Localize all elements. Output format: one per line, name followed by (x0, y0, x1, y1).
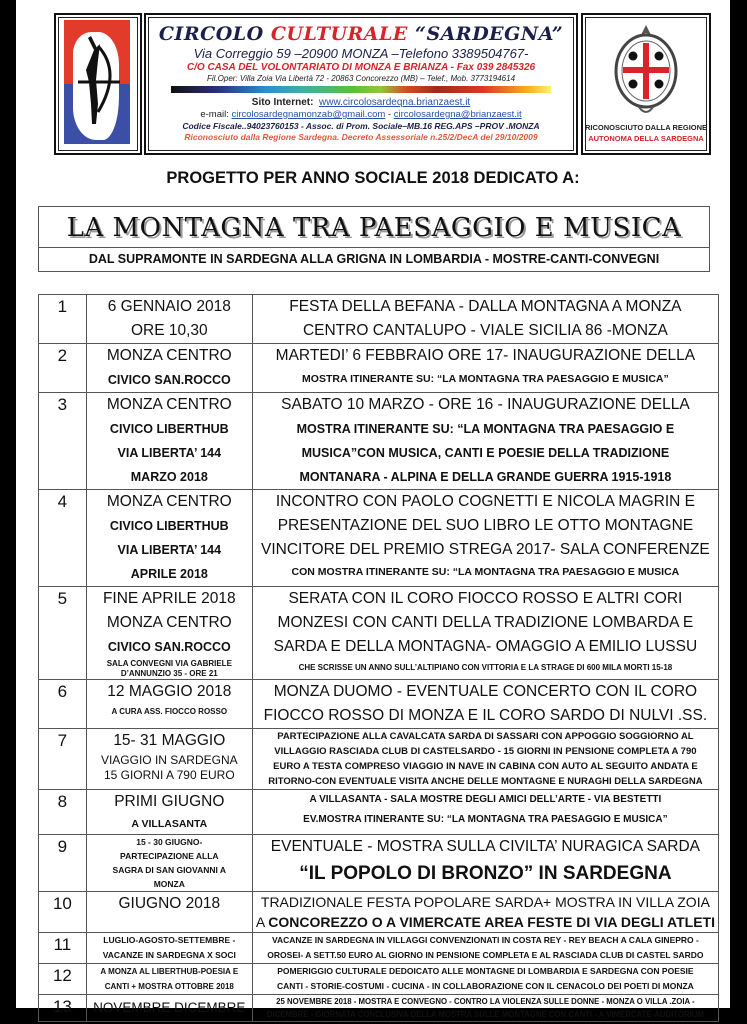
row-when: MONZA CENTRO CIVICO LIBERTHUB VIA LIBERTA’ 144 APRILE 2018 (86, 490, 252, 587)
row-number: 2 (39, 344, 87, 393)
address-line: Via Correggio 59 –20900 MONZA –Telefono 3389504767- (193, 46, 529, 61)
fiscal-code-line: Codice Fiscale..94023760153 - Assoc. di Prom. Sociale–MB.16 REG.APS –PROV .MONZA (182, 121, 540, 131)
rainbow-divider (171, 86, 551, 93)
table-row (39, 964, 719, 995)
website-label: Sito Internet: (251, 97, 314, 108)
row-number: 1 (39, 295, 87, 344)
letterhead (54, 13, 730, 155)
row-what: POMERIGGIO CULTURALE DEDOICATO ALLE MONTAGNE DI LOMBARDIA E SARDEGNA CON POESIE CANTI - STORIE-COSTUMI - CUCINA - IN COLLABORAZIONE CON IL CENACOLO DEI POETI DI MONZA (252, 964, 718, 995)
row-what: VACANZE IN SARDEGNA IN VILLAGGI CONVENZIONATI IN COSTA REY - REY BEACH A CALA GINEPRO - OROSEI- A SETT.50 EURO AL GIORNO IN PENSIONE COMPLETA E AL RASCIADA CLUB DI CASTEL SARDO (252, 933, 718, 964)
row-number: 9 (39, 835, 87, 892)
email-link-1[interactable]: circolosardegnamonzab@gmail.com (231, 109, 386, 120)
table-row (39, 835, 719, 892)
website-line (146, 97, 576, 108)
project-title-box (38, 206, 710, 272)
row-what: TRADIZIONALE FESTA POPOLARE SARDA+ MOSTRA IN VILLA ZOIA A CONCOREZZO O A VIMERCATE AREA FESTE DI VIA DEGLI ATLETI (252, 892, 718, 933)
region-seal-box (581, 13, 711, 155)
project-title: LA MONTAGNA TRA PAESAGGIO E MUSICA (39, 207, 709, 248)
recognition-line: Riconosciuto dalla Regione Sardegna. Decreto Assessoriale n.25/2/DecA del 29/10/2009 (184, 132, 538, 142)
row-what: FESTA DELLA BEFANA - DALLA MONTAGNA A MONZA CENTRO CANTALUPO - VIALE SICILIA 86 -MONZA (252, 295, 718, 344)
row-when: PRIMI GIUGNO A VILLASANTA (86, 790, 252, 835)
row-when: GIUGNO 2018 (86, 892, 252, 933)
row-what: MARTEDI’ 6 FEBBRAIO ORE 17- INAUGURAZIONE DELLA MOSTRA ITINERANTE SU: “LA MONTAGNA TRA PAESAGGIO E MUSICA” (252, 344, 718, 393)
seal-caption-1: RICONOSCIUTO DALLA REGIONE (584, 123, 708, 132)
row-when: A MONZA AL LIBERTHUB-POESIA E CANTI + MOSTRA OTTOBRE 2018 (86, 964, 252, 995)
row-when: LUGLIO-AGOSTO-SETTEMBRE - VACANZE IN SARDEGNA X SOCI (86, 933, 252, 964)
row-when: 6 GENNAIO 2018 ORE 10,30 (86, 295, 252, 344)
row-what: A VILLASANTA - SALA MOSTRE DEGLI AMICI DELL’ARTE - VIA BESTETTI EV.MOSTRA ITINERANTE SU: “LA MONTAGNA TRA PAESAGGIO E MUSICA” (252, 790, 718, 835)
email-label: e-mail: (200, 109, 229, 120)
project-heading: PROGETTO PER ANNO SOCIALE 2018 DEDICATO A: (166, 169, 580, 187)
table-row (39, 680, 719, 729)
table-row (39, 892, 719, 933)
table-row (39, 995, 719, 1022)
row-when: NOVEMBRE DICEMBRE (86, 995, 252, 1022)
table-row (39, 295, 719, 344)
row-when: FINE APRILE 2018 MONZA CENTRO CIVICO SAN.ROCCO SALA CONVEGNI VIA GABRIELE D’ANNUNZIO 35 - ORE 21 (86, 587, 252, 680)
row-number: 12 (39, 964, 87, 995)
row-what: 25 NOVEMBRE 2018 - MOSTRA E CONVEGNO - CONTRO LA VIOLENZA SULLE DONNE - MONZA O VILLA .ZOIA - DICEMBRE - GIORNATA CONCLUSIVA DELLA MOSTRA SULLE MONTAGNE CON CANTI - A VIMERCATE-AUDITORIUM (252, 995, 718, 1022)
sardinia-coat-of-arms-icon (611, 21, 681, 119)
row-when: MONZA CENTRO CIVICO LIBERTHUB VIA LIBERTA’ 144 MARZO 2018 (86, 393, 252, 490)
care-of-line: C/O CASA DEL VOLONTARIATO DI MONZA E BRIANZA - Fax 039 2845326 (186, 62, 536, 73)
table-row (39, 587, 719, 680)
row-what: EVENTUALE - MOSTRA SULLA CIVILTA’ NURAGICA SARDA “IL POPOLO DI BRONZO” IN SARDEGNA (252, 835, 718, 892)
row-number: 11 (39, 933, 87, 964)
row-what: MONZA DUOMO - EVENTUALE CONCERTO CON IL CORO FIOCCO ROSSO DI MONZA E IL CORO SARDO DI NULVI .SS. (252, 680, 718, 729)
row-number: 13 (39, 995, 87, 1022)
row-what: SABATO 10 MARZO - ORE 16 - INAUGURAZIONE DELLA MOSTRA ITINERANTE SU: “LA MONTAGNA TRA PAESAGGIO E MUSICA”CON MUSICA, CANTI E POESIE DELLA TRADIZIONE MONTANARA - ALPINA E DELLA GRANDE GUERRA 1915-1918 (252, 393, 718, 490)
row-number: 10 (39, 892, 87, 933)
table-row (39, 790, 719, 835)
branch-line: Fil.Oper: Villa Zoia Via Libertà 72 - 20863 Concorezzo (MB) – Telef., Mob. 3773194614 (206, 74, 516, 83)
association-logo-box (54, 13, 142, 155)
table-row (39, 729, 719, 790)
row-what: PARTECIPAZIONE ALLA CAVALCATA SARDA DI SASSARI CON APPOGGIO SOGGIORNO AL VILLAGGIO RASCIADA CLUB DI CASTELSARDO - 15 GIORNI IN PENSIONE COMPLETA A 790 EURO A TESTA COMPRESO VIAGGIO IN NAVE IN CABINA CON AUTO AL SEGUITO ANDATA E RITORNO-CON EVENTUALE VISITA ANCHE DELLE MONTAGNE E NURAGHI DELLA SARDEGNA (252, 729, 718, 790)
row-when: 15- 31 MAGGIO VIAGGIO IN SARDEGNA 15 GIORNI A 790 EURO (86, 729, 252, 790)
organization-name: CIRCOLO CULTURALE “SARDEGNA” (158, 23, 564, 45)
schedule-table (38, 294, 719, 1022)
email-link-2[interactable]: circolosardegna@brianzaest.it (393, 109, 522, 120)
row-number: 8 (39, 790, 87, 835)
row-what: SERATA CON IL CORO FIOCCO ROSSO E ALTRI CORI MONZESI CON CANTI DELLA TRADIZIONE LOMBARDA E SARDA E DELLA MONTAGNA- OMAGGIO A EMILIO LUSSU CHE SCRISSE UN ANNO SULL’ALTIPIANO CON VITTORIA E LA STRAGE DI 600 MILA MORTI 15-18 (252, 587, 718, 680)
project-subtitle: DAL SUPRAMONTE IN SARDEGNA ALLA GRIGNA IN LOMBARDIA - MOSTRE-CANTI-CONVEGNI (88, 252, 660, 266)
seal-caption-2: AUTONOMA DELLA SARDEGNA (588, 134, 704, 143)
row-number: 3 (39, 393, 87, 490)
table-row (39, 393, 719, 490)
row-number: 6 (39, 680, 87, 729)
row-what: INCONTRO CON PAOLO COGNETTI E NICOLA MAGRIN E PRESENTAZIONE DEL SUO LIBRO LE OTTO MONTAGNE VINCITORE DEL PREMIO STREGA 2017- SALA CONFERENZE CON MOSTRA ITINERANTE SU: “LA MONTAGNA TRA PAESAGGIO E MUSICA (252, 490, 718, 587)
email-line: e-mail: circolosardegnamonzab@gmail.com - circolosardegna@brianzaest.it (200, 109, 522, 120)
row-number: 7 (39, 729, 87, 790)
sardinia-archer-logo-icon (64, 20, 130, 144)
row-when: 15 - 30 GIUGNO- PARTECIPAZIONE ALLA SAGRA DI SAN GIOVANNI A MONZA (86, 835, 252, 892)
table-row (39, 933, 719, 964)
table-row (39, 344, 719, 393)
row-when: 12 MAGGIO 2018 A CURA ASS. FIOCCO ROSSO (86, 680, 252, 729)
website-link[interactable]: www.circolosardeqna.brianzaest.it (319, 97, 471, 108)
row-number: 4 (39, 490, 87, 587)
document-page (16, 0, 730, 1019)
table-row (39, 490, 719, 587)
row-when: MONZA CENTRO CIVICO SAN.ROCCO (86, 344, 252, 393)
row-number: 5 (39, 587, 87, 680)
letterhead-info (144, 13, 578, 155)
